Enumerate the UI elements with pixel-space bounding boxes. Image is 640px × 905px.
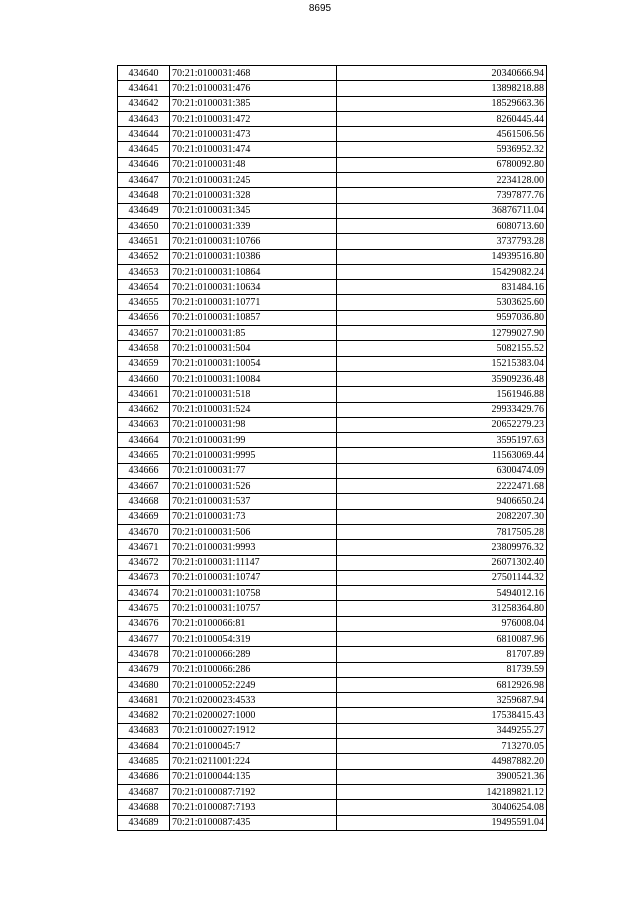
cadastral-number-cell: 70:21:0100044:135 [170,769,337,784]
cadastral-value-cell: 3259687.94 [337,693,547,708]
row-number-cell: 434663 [118,417,170,432]
row-number-cell: 434657 [118,326,170,341]
cadastral-value-cell: 14939516.80 [337,249,547,264]
cadastral-number-cell: 70:21:0100031:472 [170,111,337,126]
cadastral-number-cell: 70:21:0100031:537 [170,494,337,509]
cadastral-number-cell: 70:21:0100031:10766 [170,234,337,249]
cadastral-number-cell: 70:21:0100066:289 [170,647,337,662]
table-body [118,66,547,831]
cadastral-value-cell: 19495591.04 [337,815,547,830]
table-row [118,249,547,264]
cadastral-number-cell: 70:21:0100031:77 [170,463,337,478]
row-number-cell: 434660 [118,371,170,386]
row-number-cell: 434658 [118,341,170,356]
cadastral-value-cell: 20652279.23 [337,417,547,432]
table-row [118,341,547,356]
cadastral-number-cell: 70:21:0200027:1000 [170,708,337,723]
cadastral-value-cell: 13898218.88 [337,81,547,96]
table-row [118,586,547,601]
table-row [118,417,547,432]
row-number-cell: 434678 [118,647,170,662]
row-number-cell: 434677 [118,631,170,646]
table-row [118,769,547,784]
row-number-cell: 434655 [118,295,170,310]
cadastral-value-cell: 81739.59 [337,662,547,677]
table-row [118,784,547,799]
cadastral-number-cell: 70:21:0100031:10634 [170,280,337,295]
row-number-cell: 434671 [118,540,170,555]
cadastral-number-cell: 70:21:0100031:245 [170,173,337,188]
table-row [118,157,547,172]
cadastral-number-cell: 70:21:0100031:98 [170,417,337,432]
row-number-cell: 434685 [118,754,170,769]
cadastral-number-cell: 70:21:0100031:10747 [170,570,337,585]
table-row [118,310,547,325]
table-row [118,647,547,662]
cadastral-value-cell: 11563069.44 [337,448,547,463]
table-row [118,631,547,646]
row-number-cell: 434662 [118,402,170,417]
cadastral-value-cell: 2234128.00 [337,173,547,188]
cadastral-value-cell: 6080713.60 [337,218,547,233]
table-row [118,264,547,279]
cadastral-value-cell: 3737793.28 [337,234,547,249]
cadastral-value-cell: 3449255.27 [337,723,547,738]
cadastral-value-cell: 36876711.04 [337,203,547,218]
row-number-cell: 434688 [118,800,170,815]
row-number-cell: 434668 [118,494,170,509]
cadastral-number-cell: 70:21:0100031:476 [170,81,337,96]
row-number-cell: 434673 [118,570,170,585]
table-row [118,540,547,555]
row-number-cell: 434681 [118,693,170,708]
table-row [118,723,547,738]
cadastral-value-cell: 7817505.28 [337,524,547,539]
cadastral-number-cell: 70:21:0100031:10386 [170,249,337,264]
cadastral-number-cell: 70:21:0100031:504 [170,341,337,356]
row-number-cell: 434686 [118,769,170,784]
table-row [118,463,547,478]
cadastral-number-cell: 70:21:0100027:1912 [170,723,337,738]
table-row [118,448,547,463]
row-number-cell: 434648 [118,188,170,203]
cadastral-number-cell: 70:21:0100087:435 [170,815,337,830]
cadastral-number-cell: 70:21:0100031:524 [170,402,337,417]
row-number-cell: 434642 [118,96,170,111]
cadastral-value-cell: 26071302.40 [337,555,547,570]
table-row [118,433,547,448]
table-row [118,203,547,218]
row-number-cell: 434665 [118,448,170,463]
row-number-cell: 434670 [118,524,170,539]
cadastral-value-cell: 713270.05 [337,739,547,754]
cadastral-value-cell: 5303625.60 [337,295,547,310]
row-number-cell: 434654 [118,280,170,295]
cadastral-value-cell: 7397877.76 [337,188,547,203]
row-number-cell: 434675 [118,601,170,616]
cadastral-number-cell: 70:21:0100031:339 [170,218,337,233]
table-row [118,81,547,96]
row-number-cell: 434684 [118,739,170,754]
row-number-cell: 434687 [118,784,170,799]
cadastral-number-cell: 70:21:0100087:7192 [170,784,337,799]
cadastral-value-cell: 12799027.90 [337,326,547,341]
row-number-cell: 434644 [118,127,170,142]
row-number-cell: 434661 [118,387,170,402]
cadastral-number-cell: 70:21:0100031:518 [170,387,337,402]
cadastral-value-cell: 27501144.32 [337,570,547,585]
cadastral-value-cell: 4561506.56 [337,127,547,142]
cadastral-value-cell: 15215383.04 [337,356,547,371]
cadastral-value-cell: 8260445.44 [337,111,547,126]
cadastral-number-cell: 70:21:0100066:81 [170,616,337,631]
cadastral-value-cell: 23809976.32 [337,540,547,555]
cadastral-number-cell: 70:21:0100031:385 [170,96,337,111]
cadastral-number-cell: 70:21:0100045:7 [170,739,337,754]
cadastral-value-cell: 6812926.98 [337,677,547,692]
cadastral-value-cell: 3900521.36 [337,769,547,784]
row-number-cell: 434650 [118,218,170,233]
cadastral-value-cell: 30406254.08 [337,800,547,815]
cadastral-value-cell: 35909236.48 [337,371,547,386]
cadastral-value-cell: 1561946.88 [337,387,547,402]
row-number-cell: 434682 [118,708,170,723]
cadastral-number-cell: 70:21:0100031:468 [170,66,337,81]
cadastral-number-cell: 70:21:0100031:10771 [170,295,337,310]
table-row [118,371,547,386]
cadastral-number-cell: 70:21:0200023:4533 [170,693,337,708]
cadastral-number-cell: 70:21:0100054:319 [170,631,337,646]
row-number-cell: 434652 [118,249,170,264]
row-number-cell: 434680 [118,677,170,692]
table-row [118,218,547,233]
row-number-cell: 434676 [118,616,170,631]
cadastral-number-cell: 70:21:0100031:73 [170,509,337,524]
cadastral-value-cell: 20340666.94 [337,66,547,81]
row-number-cell: 434643 [118,111,170,126]
cadastral-value-cell: 15429082.24 [337,264,547,279]
table-row [118,708,547,723]
cadastral-value-cell: 142189821.12 [337,784,547,799]
row-number-cell: 434645 [118,142,170,157]
table-row [118,280,547,295]
cadastral-number-cell: 70:21:0100031:526 [170,479,337,494]
table-row [118,188,547,203]
cadastral-number-cell: 70:21:0100052:2249 [170,677,337,692]
cadastral-number-cell: 70:21:0100031:345 [170,203,337,218]
cadastral-number-cell: 70:21:0100031:99 [170,433,337,448]
cadastral-value-cell: 18529663.36 [337,96,547,111]
table-row [118,555,547,570]
table-row [118,111,547,126]
table-row [118,570,547,585]
cadastral-number-cell: 70:21:0211001:224 [170,754,337,769]
table-row [118,356,547,371]
cadastral-value-cell: 6780092.80 [337,157,547,172]
table-row [118,739,547,754]
table-row [118,524,547,539]
row-number-cell: 434651 [118,234,170,249]
cadastral-value-cell: 2222471.68 [337,479,547,494]
cadastral-number-cell: 70:21:0100087:7193 [170,800,337,815]
cadastral-value-cell: 29933429.76 [337,402,547,417]
cadastral-number-cell: 70:21:0100031:11147 [170,555,337,570]
table-row [118,326,547,341]
cadastral-value-cell: 3595197.63 [337,433,547,448]
cadastral-number-cell: 70:21:0100031:85 [170,326,337,341]
cadastral-value-cell: 9597036.80 [337,310,547,325]
row-number-cell: 434653 [118,264,170,279]
row-number-cell: 434666 [118,463,170,478]
cadastral-value-cell: 6300474.09 [337,463,547,478]
row-number-cell: 434672 [118,555,170,570]
cadastral-value-cell: 831484.16 [337,280,547,295]
cadastral-value-table [117,65,547,831]
cadastral-number-cell: 70:21:0100031:10864 [170,264,337,279]
table-row [118,127,547,142]
table-row [118,754,547,769]
cadastral-number-cell: 70:21:0100031:10054 [170,356,337,371]
cadastral-value-cell: 31258364.80 [337,601,547,616]
cadastral-value-cell: 17538415.43 [337,708,547,723]
table-row [118,662,547,677]
cadastral-number-cell: 70:21:0100031:48 [170,157,337,172]
cadastral-number-cell: 70:21:0100031:10758 [170,586,337,601]
cadastral-number-cell: 70:21:0100031:328 [170,188,337,203]
table-row [118,494,547,509]
table-row [118,815,547,830]
table-row [118,66,547,81]
row-number-cell: 434667 [118,479,170,494]
table-row [118,693,547,708]
table-row [118,509,547,524]
table-row [118,234,547,249]
table-row [118,387,547,402]
row-number-cell: 434664 [118,433,170,448]
cadastral-number-cell: 70:21:0100031:10084 [170,371,337,386]
table-row [118,402,547,417]
cadastral-number-cell: 70:21:0100031:10757 [170,601,337,616]
table-row [118,96,547,111]
row-number-cell: 434656 [118,310,170,325]
row-number-cell: 434640 [118,66,170,81]
cadastral-value-cell: 5936952.32 [337,142,547,157]
table-row [118,173,547,188]
cadastral-number-cell: 70:21:0100031:9993 [170,540,337,555]
cadastral-number-cell: 70:21:0100031:474 [170,142,337,157]
cadastral-value-cell: 2082207.30 [337,509,547,524]
row-number-cell: 434649 [118,203,170,218]
cadastral-number-cell: 70:21:0100031:10857 [170,310,337,325]
cadastral-number-cell: 70:21:0100031:9995 [170,448,337,463]
page-number: 8695 [308,3,332,14]
cadastral-value-cell: 5494012.16 [337,586,547,601]
table-row [118,677,547,692]
table-row [118,601,547,616]
row-number-cell: 434647 [118,173,170,188]
cadastral-value-cell: 9406650.24 [337,494,547,509]
cadastral-number-cell: 70:21:0100031:473 [170,127,337,142]
row-number-cell: 434674 [118,586,170,601]
cadastral-number-cell: 70:21:0100066:286 [170,662,337,677]
table-row [118,616,547,631]
cadastral-number-cell: 70:21:0100031:506 [170,524,337,539]
cadastral-value-cell: 6810087.96 [337,631,547,646]
row-number-cell: 434646 [118,157,170,172]
cadastral-value-cell: 976008.04 [337,616,547,631]
row-number-cell: 434679 [118,662,170,677]
row-number-cell: 434659 [118,356,170,371]
row-number-cell: 434669 [118,509,170,524]
table-row [118,479,547,494]
row-number-cell: 434641 [118,81,170,96]
row-number-cell: 434689 [118,815,170,830]
row-number-cell: 434683 [118,723,170,738]
cadastral-value-cell: 81707.89 [337,647,547,662]
cadastral-value-cell: 5082155.52 [337,341,547,356]
table-row [118,800,547,815]
cadastral-value-cell: 44987882.20 [337,754,547,769]
table-row [118,295,547,310]
table-row [118,142,547,157]
